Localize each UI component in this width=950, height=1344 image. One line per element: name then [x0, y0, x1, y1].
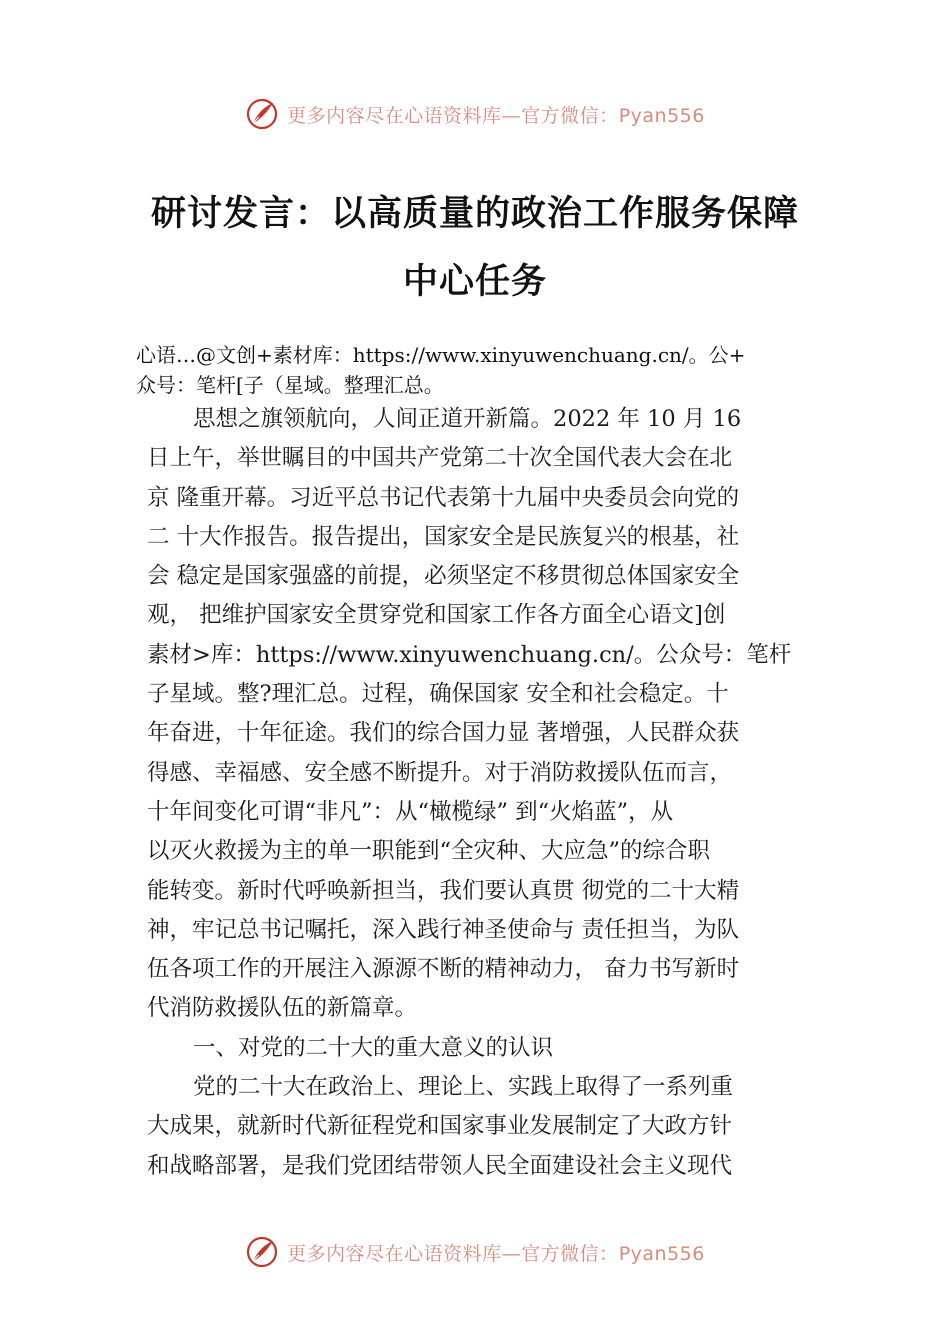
body-line: 得感、幸福感、安全感不断提升。对于消防救援队伍而言， — [147, 759, 733, 786]
body-line: 以灭火救援为主的单一职能到“全灾种、大应急”的综合职 — [147, 838, 711, 865]
body-line: 子星域。整?理汇总。过程，确保国家 安全和社会稳定。十 — [147, 681, 729, 708]
header-watermark — [0, 94, 950, 134]
watermark-text: 更多内容尽在心语资料库—官方微信：Pyan556 — [287, 104, 705, 127]
body-line: 十年间变化可谓“非凡”：从“橄榄绿” 到“火焰蓝”，从 — [147, 798, 674, 825]
body-line: 京 隆重开幕。习近平总书记代表第十九届中央委员会向党的 — [147, 484, 740, 511]
body-line: 观， 把维护国家安全贯穿党和国家工作各方面全心语文]创 — [147, 602, 726, 629]
body-line: 二 十大作报告。报告提出，国家安全是民族复兴的根基，社 — [147, 523, 740, 550]
document-body — [147, 400, 847, 1186]
body-line: 和战略部署，是我们党团结带领人民全面建设社会主义现代 — [147, 1152, 733, 1179]
section-heading: 一、对党的二十大的重大意义的认识 — [193, 1034, 554, 1061]
body-line: 大成果，就新时代新征程党和国家事业发展制定了大政方针 — [147, 1113, 733, 1140]
watermark-text: 更多内容尽在心语资料库—官方微信：Pyan556 — [287, 1242, 705, 1265]
body-line: 会 稳定是国家强盛的前提，必须坚定不移贯彻总体国家安全 — [147, 563, 740, 590]
body-line: 能转变。新时代呼唤新担当，我们要认真贯 彻党的二十大精 — [147, 877, 740, 904]
body-line: 素材>库：https://www.xinyuwenchuang.cn/。公众号：笔杆 — [147, 641, 792, 668]
footer-watermark — [0, 1232, 950, 1272]
body-line: 神，牢记总书记嘱托，深入践行神圣使命与 责任担当，为队 — [147, 916, 740, 943]
source-note-line-2: 众号：笔杆[子（星域。整理汇总。 — [136, 373, 444, 397]
document-title-line-1: 研讨发言：以高质量的政治工作服务保障 — [150, 194, 799, 234]
body-line: 年奋进，十年征途。我们的综合国力显 著增强，人民群众获 — [147, 720, 740, 747]
body-line: 伍各项工作的开展注入源源不断的精神动力， 奋力书写新时 — [147, 956, 740, 983]
quill-logo-icon — [245, 1235, 279, 1269]
quill-logo-icon — [245, 97, 279, 131]
body-line: 思想之旗领航向，人间正道开新篇。2022 年 10 月 16 — [193, 406, 742, 432]
document-title-line-2: 中心任务 — [402, 262, 547, 302]
body-line: 代消防救援队伍的新篇章。 — [147, 995, 418, 1022]
source-note-line-1: 心语…@文创+素材库：https://www.xinyuwenchuang.cn/。公+ — [136, 343, 746, 367]
body-line: 党的二十大在政治上、理论上、实践上取得了一系列重 — [193, 1074, 734, 1101]
body-line: 日上午，举世瞩目的中国共产党第二十次全国代表大会在北 — [147, 445, 733, 472]
